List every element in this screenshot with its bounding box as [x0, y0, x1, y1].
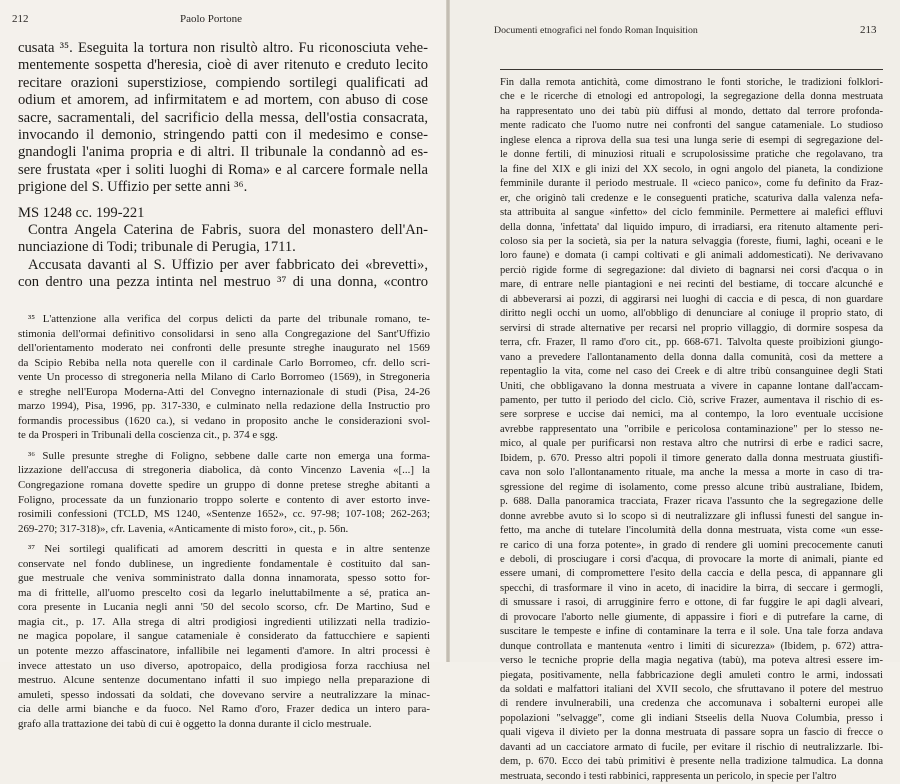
- footnote-line: e streghe nell'Europa Moderna-Atti del Convegno internazionale di studi (Pisa, 24-26: [18, 385, 430, 398]
- footnote-line: dell'orientamento moderato nei confronti delle presunte streghe inaugurato nel 1569: [18, 342, 430, 355]
- body-line: cusata ³⁵. Eseguita la tortura non risultò altro. Fu riconosciuta vehe-: [18, 40, 428, 56]
- footnote-line: gue mestruale che veniva somministrato dalla donna innamorata, spesso sotto for-: [18, 572, 430, 585]
- footnote-line: le donne fertili, di minuziosi rituali e scrupolosissime pratiche che regolavano, tra: [500, 149, 883, 161]
- footnote-line: essere umani, di compromettere l'esito della caccia e della pesca, di appannare gli: [500, 568, 883, 580]
- footnote-line: er, che originò tali credenze e le conseguenti pratiche, scaturiva dalla valenza nefa-: [500, 192, 883, 204]
- footnote-line: sta attribuita al sangue «infetto» del ciclo femminile. Permettere ai malefici effluvi: [500, 207, 883, 219]
- footnote-line: ³⁵ L'attenzione alla verifica del corpus delicti da parte del tribunale romano, te-: [28, 313, 430, 325]
- footnote-line: coloso sia per la società, sia per la natura selvaggia (foreste, fiumi, laghi, oceani e le: [500, 235, 883, 247]
- record-line: Contra Angela Caterina de Fabris, suora del monastero dell'An-: [28, 222, 428, 239]
- right-footnote-text: [500, 76, 883, 784]
- footnote-line: specchi, di trasformare il vino in aceto, di inacidire la birra, di seccare i germogli,: [500, 582, 883, 594]
- body-line: sere frustata «per i soliti luoghi di Roma» e al carcere formale nella: [18, 161, 428, 178]
- footnote-line: perciò rigide forme di segregazione: dal divieto di bagnarsi nei corsi d'acqua o in: [500, 264, 883, 276]
- footnote-line: cava non solo l'allontanamento rituale, ma anche la messa a morte in caso di tra-: [500, 467, 883, 479]
- footnote-line: stimonia dell'ormai definitivo consolidarsi in seno alla Congregazione del Sant'Uffizio: [18, 327, 430, 340]
- record-line: Accusata davanti al S. Uffizio per aver fabbricato dei «brevetti»,: [28, 256, 428, 273]
- footnote-line: vente Un processo di stregoneria nella Milano di Carlo Borromeo (1569), in Stregoneria: [18, 371, 430, 384]
- running-head-left: Paolo Portone: [180, 13, 243, 25]
- footnote-line: da Scipio Rebiba nella nota querelle con il cardinale Carlo Borromeo, cfr. dello scri-: [18, 356, 430, 369]
- footnote-line: loro faune) e domata (i campi coltivati e gli animali addomesticati). Ne derivavano: [500, 250, 883, 262]
- footnote-line: ne magica popolare, il sangue catameniale è considerato da fattucchiere e sapienti: [18, 630, 430, 643]
- footnote-line: la fine del XIX e gli inizi del XX secolo, in ogni angolo del pianeta, la condizione: [500, 163, 883, 175]
- footnote-line: amuleti, spesso indossati da soldati, che dovevano servire a neutralizzare la minac-: [18, 688, 430, 701]
- footnote-line: Fin dalla remota antichità, come dimostrano le fonti storiche, le tradizioni folklori-: [500, 77, 883, 88]
- footnote-line: grafo alla trattazione dei tabù di cui è oggetto la donna durante il ciclo mestruale.: [18, 717, 372, 730]
- footnote-line: diritto negli occhi un uomo, all'obbligo di denunciare al coniuge il proprio stato, di: [500, 308, 883, 320]
- footnote-line: fetto, ma anche di tutelare l'incolumità della donna mestruata, vista come «un esse-: [500, 525, 883, 537]
- footnote-line: ³⁷ Nei sortilegi qualificati ad amorem descritti in questa e in altre sentenze: [28, 543, 430, 556]
- footnote-line: da soldati e malfattori italiani del XVII secolo, che sfruttavano il potere del mestruo: [500, 684, 883, 696]
- body-line: prigione del S. Uffizio per sette anni ³⁶.: [18, 179, 248, 196]
- footnote-line: marzo 1994), Pisa, 1996, pp. 317-330, e culminato nella redazione della Instructio pro: [18, 400, 430, 413]
- footnote-line: rosimili confessioni (TCLD, MS 1240, «Sentenze 1652», cc. 97-98; 107-108; 262-263;: [18, 508, 430, 521]
- footnote-line: inglese elenca a riprova della sua tesi una lunga serie di esempi di segregazione del-: [500, 134, 883, 146]
- footnote-rule: [500, 69, 883, 70]
- footnote-line: sere sorprese e uccise dai nemici, ma al contempo, la loro eventuale uccisione: [500, 409, 883, 421]
- footnote-line: Ibidem, p. 670. Presso altri popoli il timore generato dalla donna mestruata giustifi-: [500, 452, 883, 464]
- footnote-line: magia cit., p. 17. Alla strega di altri prodigiosi ingredienti utilizzati nella tradizio-: [18, 615, 430, 628]
- footnote-line: di abbeverarsi ai pozzi, di aggirarsi nei luoghi di caccia e di pesca, di non guardare: [500, 293, 883, 305]
- footnote-line: cora presente in Lucania negli anni '50 del secolo scorso, cfr. De Martino, Sud e: [18, 601, 430, 614]
- footnote-line: di smussare i rasoi, di arrugginire ferro e ottone, di far fuggire le api dagli alveari,: [500, 597, 883, 609]
- footnote-line: e deboli, di prosciugare i corsi d'acqua, di provocare la morte di animali, piante ed: [500, 553, 883, 565]
- footnote-line: ha rappresentato uno dei tabù più diffusi al mondo, dettato dal terrore profonda-: [500, 105, 883, 117]
- footnote-line: che e le ricerche di etnologi ed antropologi, la segregazione della donna mestruata: [500, 91, 883, 103]
- footnote-line: invece attestato un uso diverso, apotropaico, della prodigiosa forza racchiusa nel: [18, 659, 430, 672]
- footnote-line: di provocare l'aborto nelle giumente, di appassire i fiori e di putrefare la carne, di: [500, 611, 883, 623]
- footnote-36: [18, 449, 430, 536]
- footnote-line: davanti ad un cacciatore armato di fucile, per evitare il rischio di neutralizzarle. Ibi-: [500, 741, 883, 753]
- body-line: gnandogli l'anima propria e di altri. Il tribunale la condannò ad es-: [18, 144, 428, 161]
- footnote-line: quali vigeva il divieto per la donna mestruata di passare sopra un fascio di frecce o: [500, 727, 883, 739]
- footnote-line: sgressione del regime di isolamento, come presso alcune tribù australiane, Ibidem,: [500, 481, 883, 493]
- body-line: mentemente sospetta d'heresia, cioè di aver ritenuto e creduto lecito: [18, 57, 428, 74]
- footnote-line: dem, p. 670. Ecco dei tabù primitivi è presente nella tradizione talmudica. La donna: [500, 756, 883, 768]
- footnote-line: dunque controllata e mantenuta «entro i limiti di sicurezza» (Ibidem, p. 672) attra-: [500, 640, 883, 652]
- footnote-line: lizzazione dell'accusa di stregoneria diabolica, dà conto Vincenzo Lavenia «[...] la: [18, 464, 430, 477]
- record-line: con dentro una pezza intinta nel mestruo ³⁷ di una donna, «contro: [18, 274, 428, 291]
- footnote-line: terra, cfr. Frazer, Il ramo d'oro cit., pp. 668-671. Talvolta queste proibizioni giungo-: [500, 337, 883, 349]
- footnote-line: Foligno, processate da un funzionario troppo solerte e contento di aver estorto inve-: [18, 493, 430, 506]
- record-line: nunciazione di Todi; tribunale di Perugia, 1711.: [18, 239, 296, 256]
- body-line: invocando il demonio, stringendo patti con il medesimo e conse-: [18, 127, 428, 144]
- footnote-line: vano a prevedere l'allontanamento della donna dalla comunità, così da mettere a: [500, 351, 883, 363]
- footnote-line: ³⁶ Sulle presunte streghe di Foligno, sebbene dalle carte non emerga una forma-: [28, 449, 430, 462]
- footnote-35: [18, 312, 430, 443]
- footnote-line: mico, al quale per purificarsi non restava altro che nutrirsi di erbe e radici sacre,: [500, 438, 883, 450]
- footnote-line: piegata, positivamente, nella fabbricazione degli amuleti contro le armi, indossati: [500, 669, 883, 681]
- footnote-line: servirsi di strade alternative per recarsi nel proprio villaggio, di dormire sospesa da: [500, 322, 883, 334]
- page-number-right: 213: [860, 24, 877, 36]
- footnote-line: mente radicato che l'uomo nutre nei confronti del sangue catameniale. Lo studioso: [500, 120, 883, 132]
- page-number-left: 212: [12, 13, 29, 25]
- footnote-line: di rendere invulnerabili, una credenza che accomunava i sobalterni europei alle: [500, 698, 883, 710]
- footnote-line: avrebbe rappresentato una "orribile e pericolosa contaminazione" per lo stesso ne-: [500, 423, 883, 435]
- footnote-line: ma di frittelle, all'uomo prescelto così da legarlo ineluttabilmente a sé, pratica an-: [18, 586, 430, 599]
- right-page: [450, 0, 900, 782]
- body-line: odium et amorem, ad infirmitatem e ad mortem, con abuso di cose: [18, 92, 428, 109]
- footnote-line: mestruo. Alcune sentenze documentano infatti il suo impiego nella preparazione di: [18, 674, 430, 687]
- footnote-line: conservate nel fondo dublinese, un ingrediente fondamentale è costituito dal san-: [18, 557, 430, 570]
- footnote-line: verso le tecniche proprie della magia negativa (tabù), ma poteva altresì essere im-: [500, 655, 883, 667]
- footnote-line: suscitare le tempeste e infine di contaminare la terra e il sole. Una tale forza andava: [500, 626, 883, 638]
- running-head-right: Documenti etnografici nel fondo Roman Inquisition: [494, 25, 698, 36]
- footnote-line: mare, di entrare nelle piantagioni e nei recinti del bestiame, di toccare alcunché e: [500, 279, 883, 291]
- footnote-line: 269-270; 317-318)», cfr. Lavenia, «Anticamente di misto foro», cit., p. 56n.: [18, 522, 349, 535]
- footnotes-left: [18, 312, 430, 731]
- footnote-line: cia delle armi bianche e da fuoco. Nel Ramo d'oro, Frazer dedica un intero para-: [18, 703, 430, 716]
- footnote-line: popolazioni "selvagge", come gli indiani Stseelis della Nuova Columbia, presso i: [500, 712, 883, 724]
- body-line: sacre, sacramentali, del sacrificio della messa, dell'ostia consacrata,: [18, 109, 428, 126]
- footnote-line: formandis processibus (1620 ca.), si vedano in proposito anche le considerazioni svol-: [18, 414, 430, 427]
- footnote-line: p. 688. Dalla panoramica tracciata, Frazer ricava l'assunto che la segregazione delle: [500, 496, 883, 508]
- left-page: [0, 0, 446, 730]
- footnote-line: mestruata, secondo i testi rabbinici, rappresenta un pericolo, in specie per l'altro: [500, 770, 837, 782]
- footnote-line: un potente mezzo affascinatore, infallibile nei legamenti d'amore. In altri processi è: [18, 645, 430, 658]
- footnote-line: Uniti, che obbligavano la donna mestruata a vivere in capanne lontane dall'accam-: [500, 380, 883, 392]
- left-body-text: [18, 40, 428, 292]
- footnote-line: te da Prosperi in Tribunali della coscienza cit., p. 374 e sgg.: [18, 429, 278, 442]
- footnote-line: donne avrebbe avuto sì lo scopo sì di neutralizzare gli influssi funesti del sangue in-: [500, 510, 883, 522]
- manuscript-reference: MS 1248 cc. 199-221: [18, 204, 145, 221]
- footnote-37: [18, 542, 430, 731]
- footnote-line: femminile durante il periodo mestruale. Il «cieco panico», come fu definito da Fraz-: [500, 178, 883, 190]
- footnote-line: re carico di una forza potente», in grado di rendere gli uomini precocemente canuti: [500, 539, 883, 551]
- footnote-line: pamento, per tutto il periodo del ciclo. Ciò, scrive Frazer, aumentava il rischio di es-: [500, 394, 883, 406]
- footnote-line: della donna, 'infettata' dal liquido impuro, di irradiarsi, era ritenuto altamente peri-: [500, 221, 883, 233]
- footnote-line: Congregazione romana dovette spedire un gruppo di donne pretese streghe abitanti a: [18, 479, 430, 492]
- footnote-line: repentaglio la vita, come nel caso dei Creek e di altre tribù consanguinee degli Stati: [500, 366, 883, 378]
- body-line: recitare orazioni superstiziose, compiendo sortilegi qualificati ad: [18, 74, 428, 91]
